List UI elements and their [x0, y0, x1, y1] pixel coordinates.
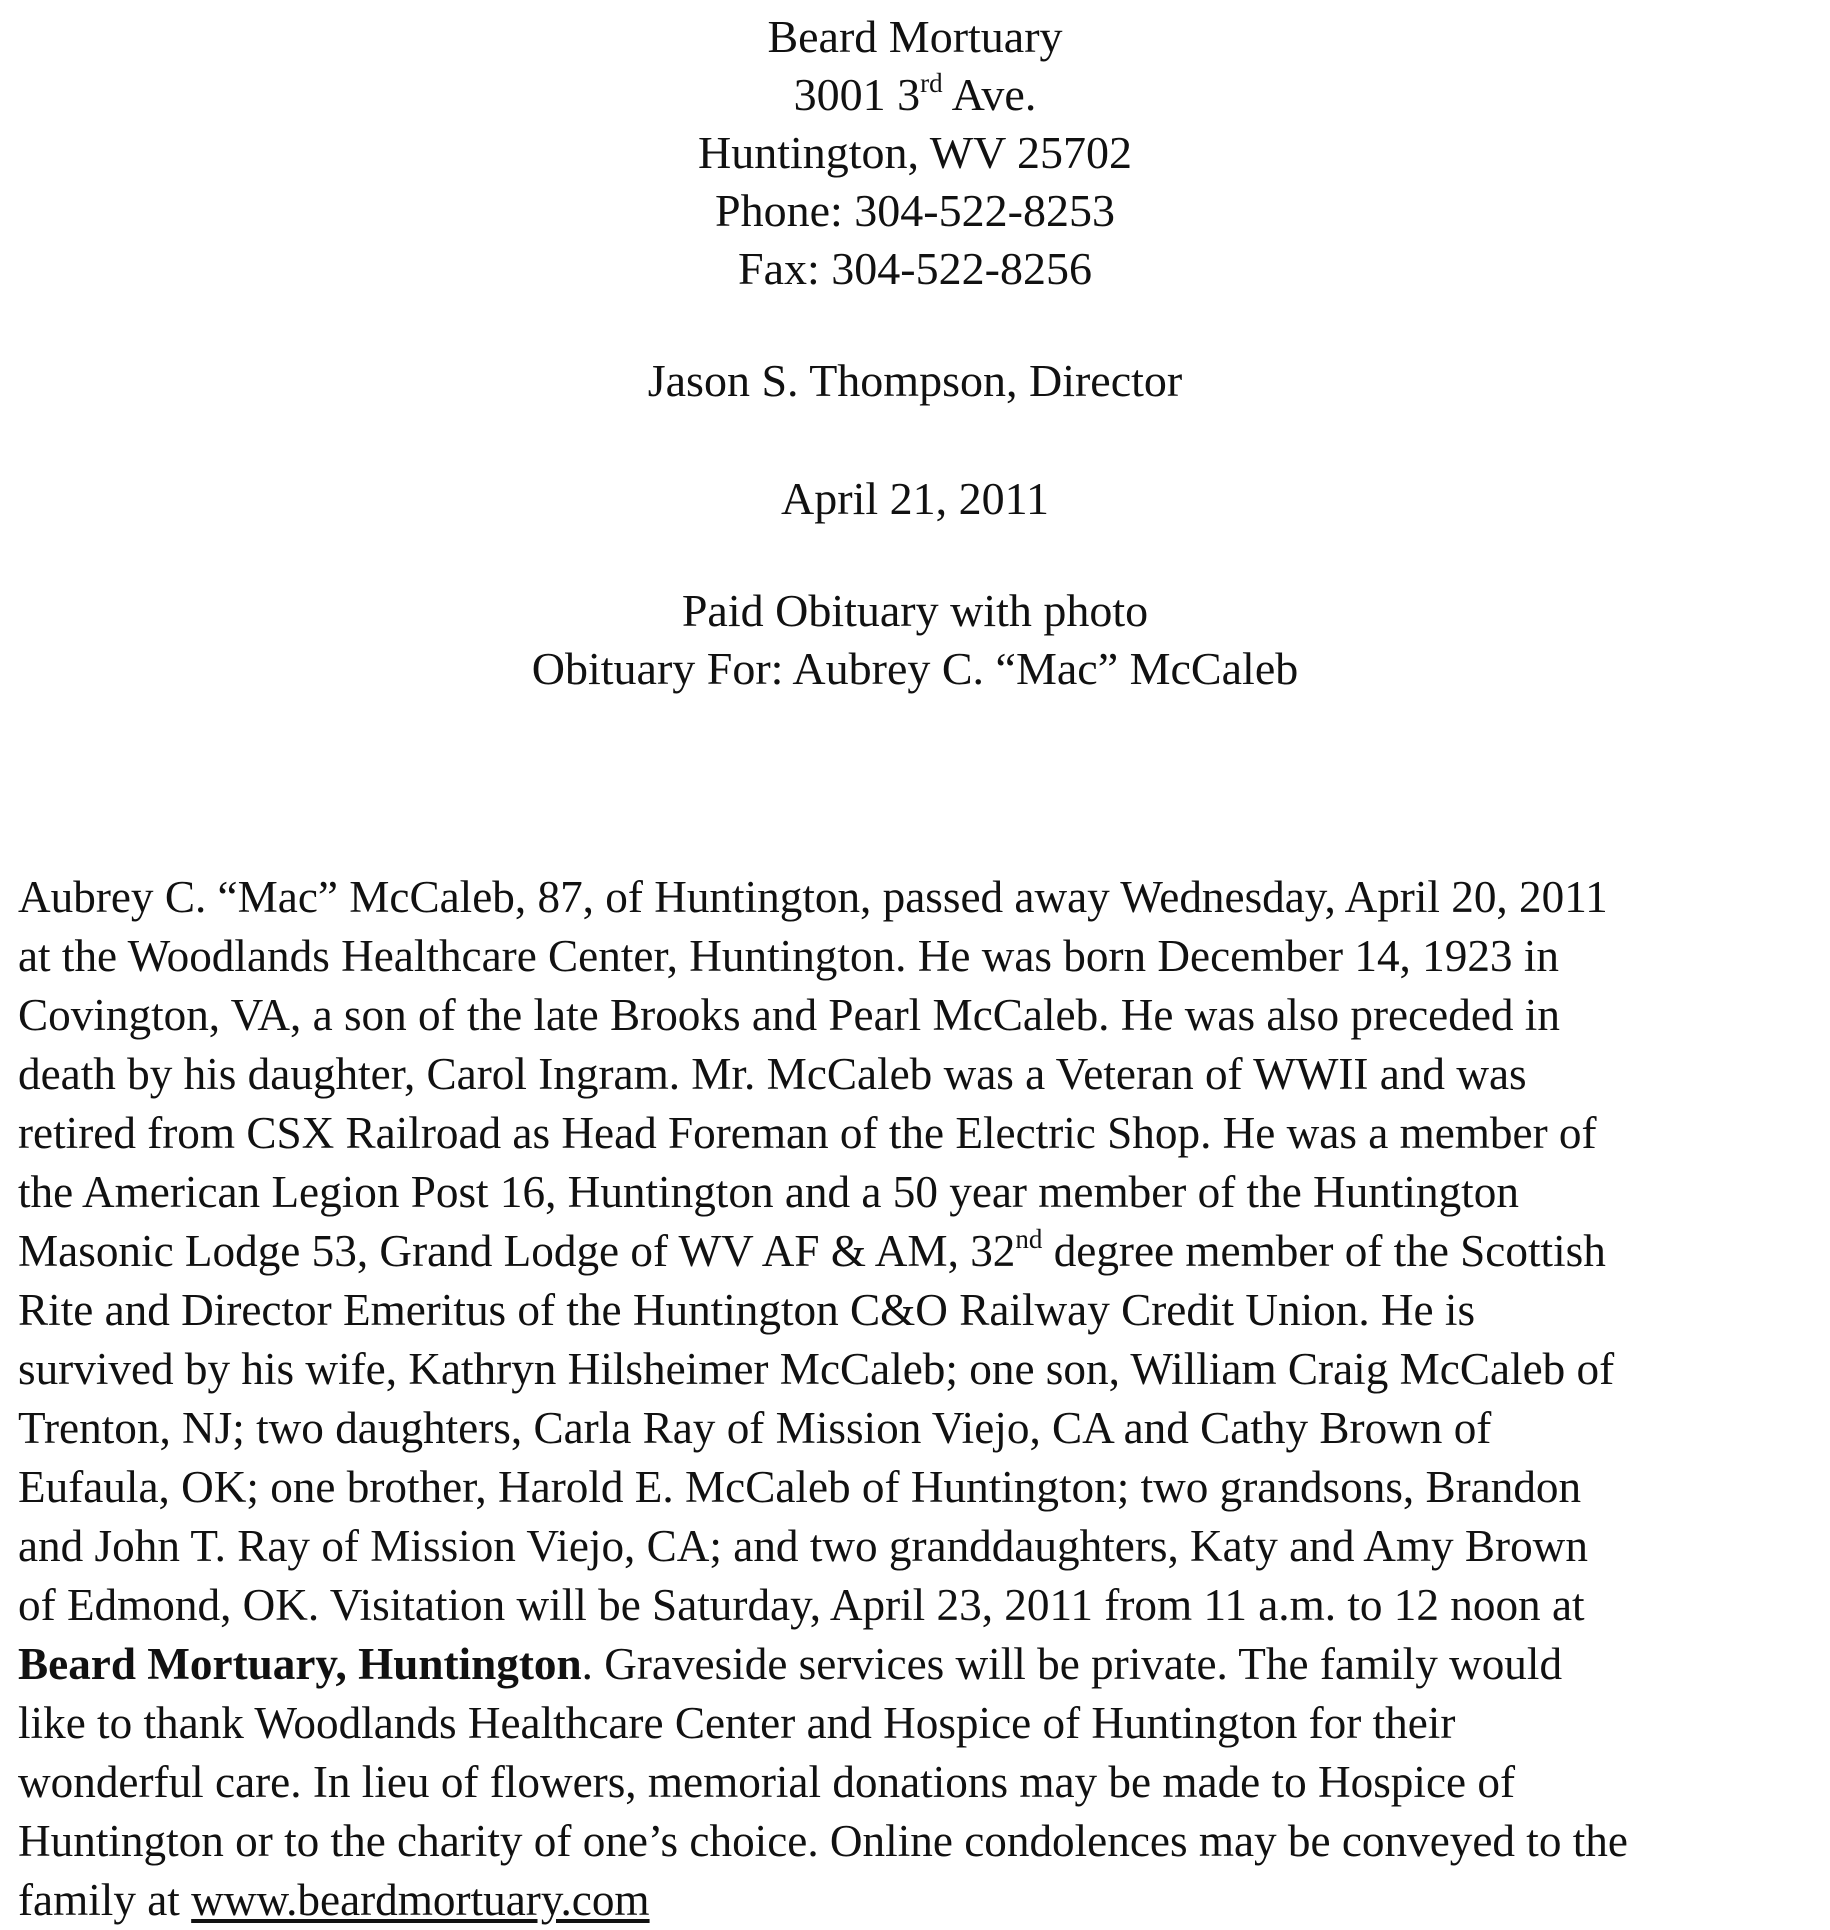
website-link[interactable]: www.beardmortuary.com [191, 1875, 650, 1925]
body-line: Eufaula, OK; one brother, Harold E. McCaleb of Huntington; two grandsons, Brandon [18, 1462, 1582, 1512]
notice-type: Paid Obituary with photo [681, 585, 1149, 636]
body-line: Covington, VA, a son of the late Brooks and Pearl McCaleb. He was also preceded in [18, 990, 1560, 1040]
city-state-zip: Huntington, WV 25702 [697, 127, 1133, 178]
street-address [0, 66, 1830, 124]
ordinal-suffix: nd [1015, 1224, 1043, 1254]
body-line: Huntington or to the charity of one’s choice. Online condolences may be conveyed to the [18, 1816, 1628, 1866]
body-line: retired from CSX Railroad as Head Foreman of the Electric Shop. He was a member of [18, 1108, 1597, 1158]
body-line: survived by his wife, Kathryn Hilsheimer McCaleb; one son, William Craig McCaleb of [18, 1344, 1615, 1394]
fax-number: Fax: 304-522-8256 [738, 243, 1092, 294]
date-line [0, 470, 1830, 528]
ordinal-suffix: rd [920, 68, 943, 98]
body-text: . Graveside services will be private. The family would [581, 1639, 1563, 1689]
body-text: family at [18, 1875, 192, 1925]
letterhead [0, 8, 1830, 298]
street-name: Ave. [942, 69, 1037, 120]
body-line: like to thank Woodlands Healthcare Center and Hospice of Huntington for their [18, 1698, 1456, 1748]
body-line: Aubrey C. “Mac” McCaleb, 87, of Huntington, passed away Wednesday, April 20, 2011 [18, 872, 1608, 922]
street-number: 3001 3 [793, 69, 921, 120]
body-line: the American Legion Post 16, Huntington and a 50 year member of the Huntington [18, 1167, 1519, 1217]
body-line [18, 1635, 1818, 1694]
body-line: and John T. Ray of Mission Viejo, CA; and two granddaughters, Katy and Amy Brown [18, 1521, 1588, 1571]
body-text: Masonic Lodge 53, Grand Lodge of WV AF & AM, 32 [18, 1226, 1016, 1276]
director-line [0, 352, 1830, 410]
mortuary-name: Beard Mortuary [767, 11, 1063, 62]
obituary-subject: Obituary For: Aubrey C. “Mac” McCaleb [531, 643, 1299, 694]
body-text: degree member of the Scottish [1042, 1226, 1606, 1276]
visitation-location: Beard Mortuary, Huntington [18, 1639, 582, 1689]
body-line: death by his daughter, Carol Ingram. Mr. McCaleb was a Veteran of WWII and was [18, 1049, 1527, 1099]
body-line: Rite and Director Emeritus of the Huntington C&O Railway Credit Union. He is [18, 1285, 1476, 1335]
notice-date: April 21, 2011 [781, 473, 1049, 524]
director-name: Jason S. Thompson, Director [647, 355, 1183, 406]
body-line: at the Woodlands Healthcare Center, Huntington. He was born December 14, 1923 in [18, 931, 1559, 981]
body-line: of Edmond, OK. Visitation will be Saturday, April 23, 2011 from 11 a.m. to 12 noon at [18, 1580, 1585, 1630]
body-line: wonderful care. In lieu of flowers, memorial donations may be made to Hospice of [18, 1757, 1515, 1807]
body-line: Trenton, NJ; two daughters, Carla Ray of Mission Viejo, CA and Cathy Brown of [18, 1403, 1492, 1453]
obituary-body [18, 868, 1818, 1930]
notice-heading [0, 582, 1830, 698]
phone-number: Phone: 304-522-8253 [715, 185, 1115, 236]
body-line [18, 1871, 1818, 1930]
body-line [18, 1222, 1818, 1281]
